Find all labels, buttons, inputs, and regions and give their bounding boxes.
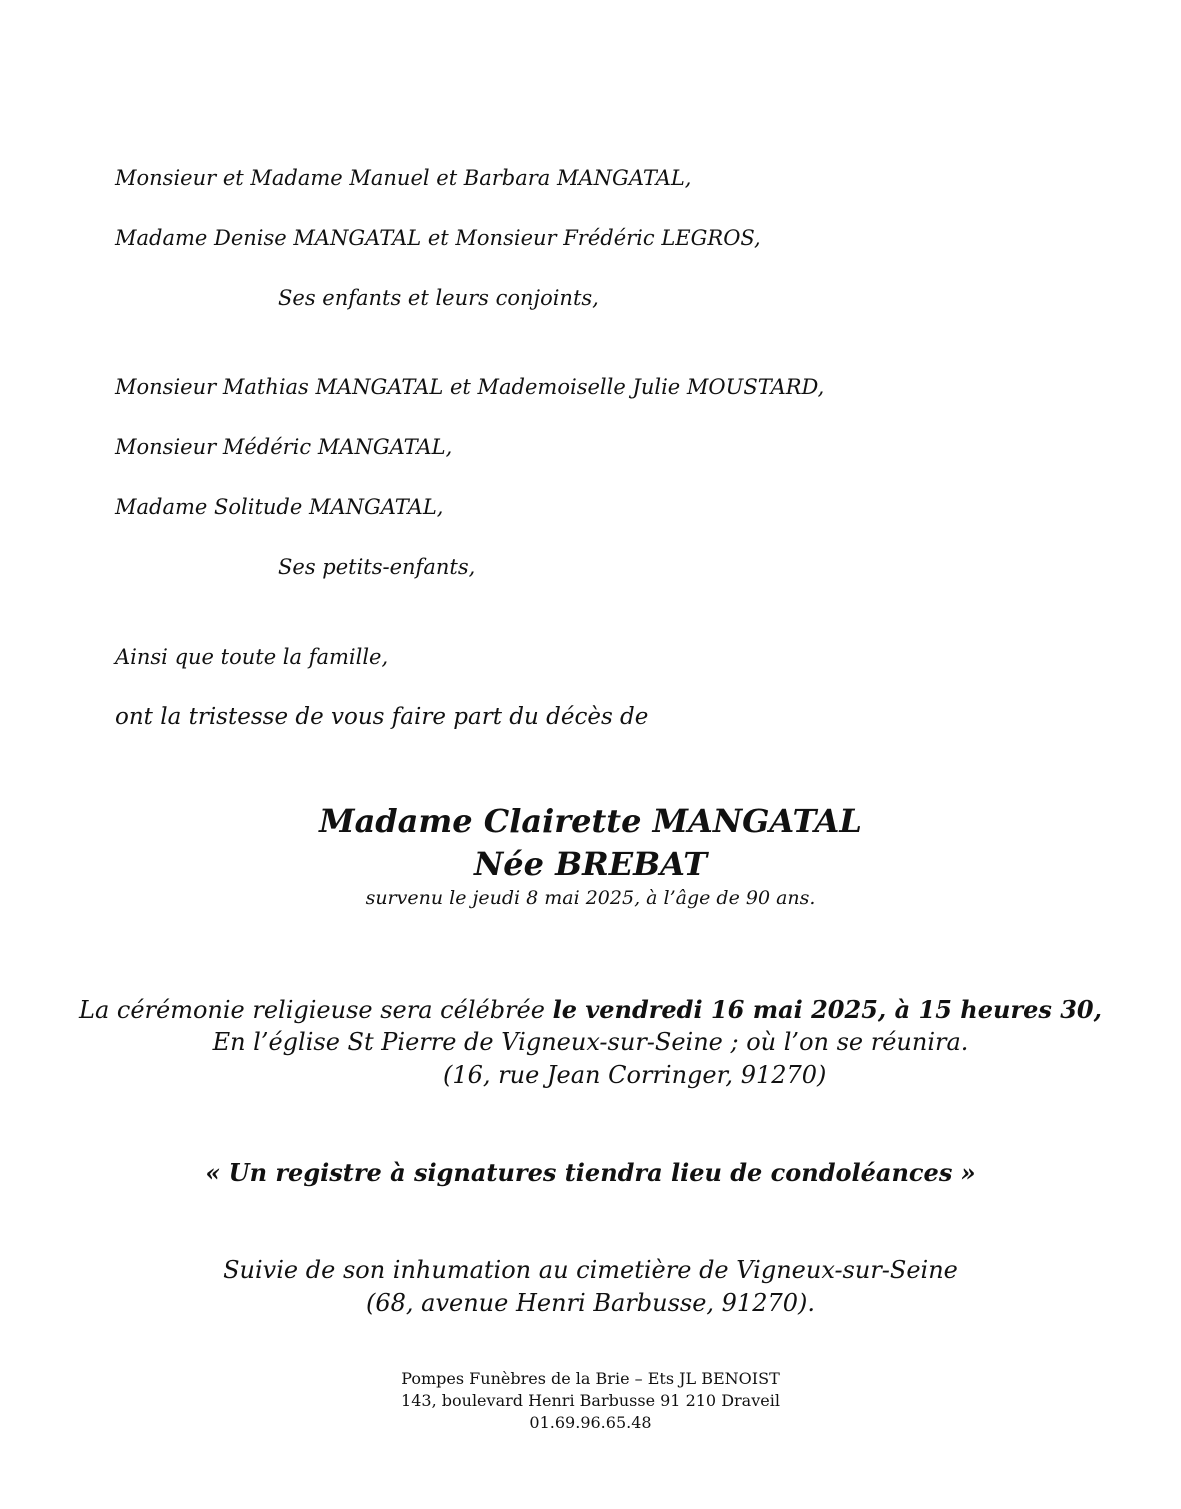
death-date-line: survenu le jeudi 8 mai 2025, à l’âge de 90 ans.: [365, 887, 816, 909]
family-line-5: Madame Solitude MANGATAL,: [115, 495, 444, 519]
deceased-name: Madame Clairette MANGATAL: [319, 802, 862, 840]
family-line-3: Monsieur Mathias MANGATAL et Mademoiselle Julie MOUSTARD,: [115, 375, 825, 399]
ceremony-address: (16, rue Jean Corringer, 91270): [443, 1061, 827, 1089]
ceremony-place: En l’église St Pierre de Vigneux-sur-Seine ; où l’on se réunira.: [212, 1028, 969, 1056]
grandchildren-label: Ses petits-enfants,: [278, 555, 476, 579]
funeral-home-name: Pompes Funèbres de la Brie – Ets JL BENOIST: [401, 1369, 780, 1388]
ceremony-line-1: [0, 995, 1181, 1024]
family-line-4: Monsieur Médéric MANGATAL,: [115, 435, 453, 459]
registry-notice: « Un registre à signatures tiendra lieu de condoléances »: [205, 1158, 976, 1187]
deceased-maiden-name: Née BREBAT: [473, 845, 708, 883]
ceremony-intro: La cérémonie religieuse sera célébrée: [79, 996, 553, 1024]
burial-line-2: (68, avenue Henri Barbusse, 91270).: [365, 1289, 815, 1317]
announcement-line: ont la tristesse de vous faire part du décès de: [115, 704, 649, 730]
funeral-home-phone: 01.69.96.65.48: [529, 1413, 652, 1432]
family-line-1: Monsieur et Madame Manuel et Barbara MANGATAL,: [115, 166, 692, 190]
children-label: Ses enfants et leurs conjoints,: [278, 286, 599, 310]
funeral-home-address: 143, boulevard Henri Barbusse 91 210 Draveil: [401, 1391, 780, 1410]
whole-family-line: Ainsi que toute la famille,: [115, 645, 389, 669]
family-line-2: Madame Denise MANGATAL et Monsieur Frédéric LEGROS,: [115, 226, 761, 250]
burial-line-1: Suivie de son inhumation au cimetière de Vigneux-sur-Seine: [223, 1256, 958, 1284]
ceremony-when: le vendredi 16 mai 2025, à 15 heures 30,: [552, 995, 1102, 1024]
